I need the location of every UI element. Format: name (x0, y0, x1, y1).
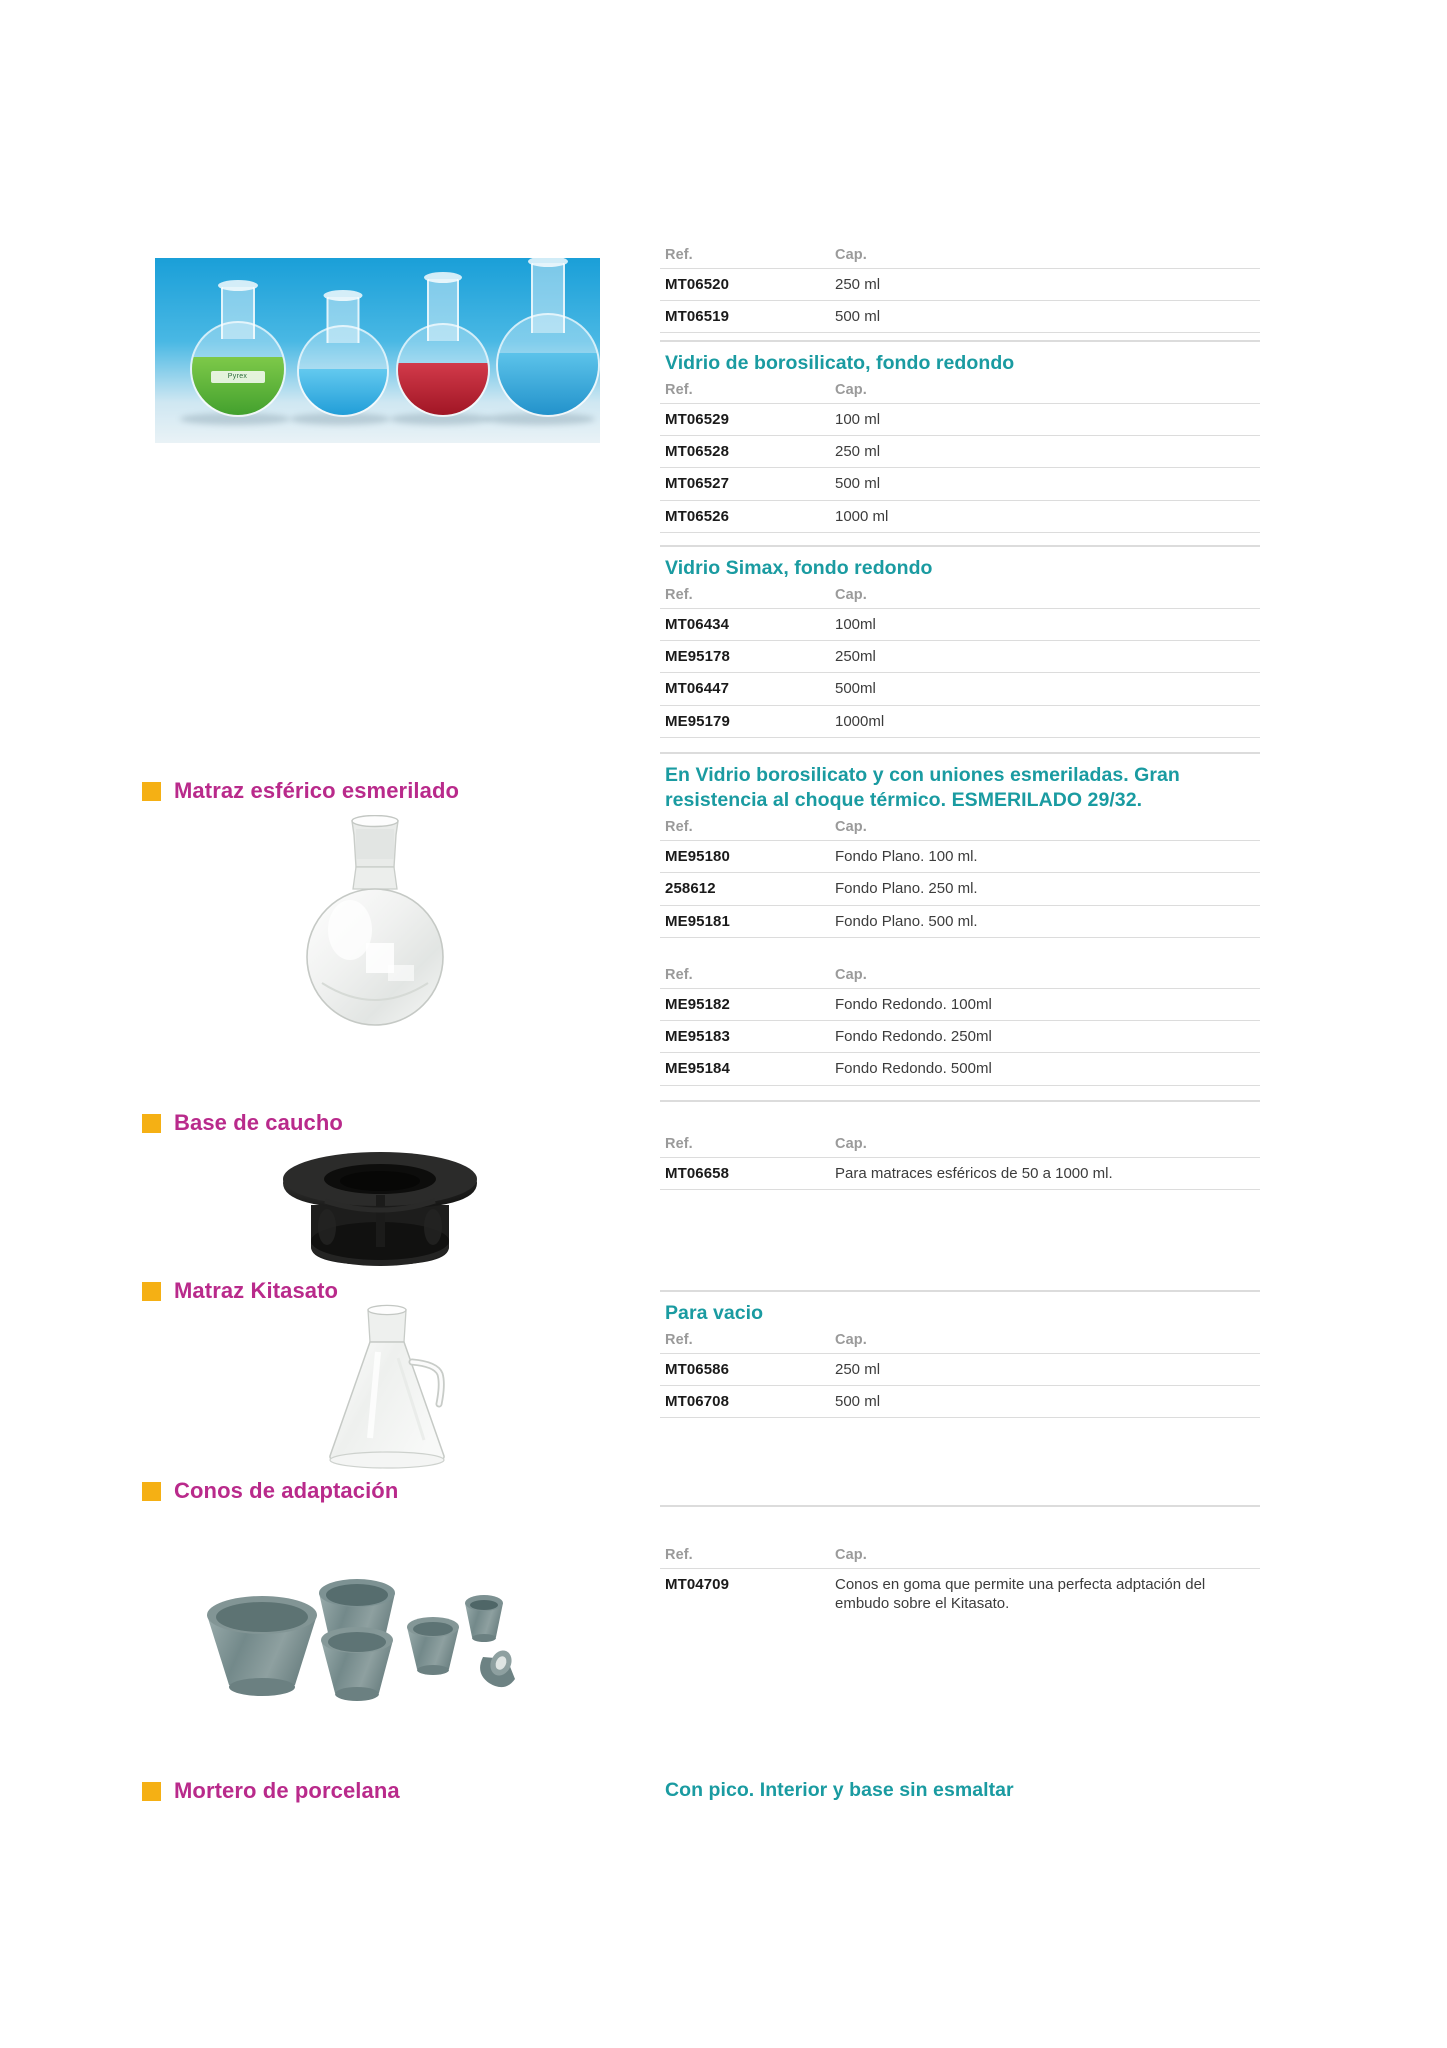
product-label: Base de caucho (174, 1110, 343, 1135)
cell-ref: MT06529 (660, 403, 830, 435)
col-header-ref: Ref. (665, 1135, 693, 1152)
table-row (660, 1053, 1260, 1085)
table-row (660, 468, 1260, 500)
cell-ref: MT06586 (660, 1353, 830, 1385)
table-row (660, 873, 1260, 905)
table-row (660, 1157, 1260, 1189)
cell-ref: MT06658 (660, 1157, 830, 1189)
col-header-cap: Cap. (835, 1331, 867, 1348)
table-row (660, 641, 1260, 673)
spec-table (660, 1330, 1260, 1418)
mortero-description-block (660, 1778, 1280, 1803)
product-heading-conos-de-adaptacion (142, 1478, 398, 1504)
table-row (660, 673, 1260, 705)
cell-cap: 250 ml (830, 436, 1260, 468)
base-de-caucho-photo (265, 1135, 495, 1290)
cell-ref: ME95184 (660, 1053, 830, 1085)
section-divider (660, 1290, 1260, 1292)
cell-cap: 500 ml (830, 301, 1260, 333)
table-row (660, 705, 1260, 737)
table-row (660, 1386, 1260, 1418)
bullet-square-icon (142, 1482, 161, 1501)
cell-ref: ME95180 (660, 841, 830, 873)
section-heading-esmerilado: En Vidrio borosilicato y con uniones esmeriladas. Gran resistencia al choque térmico. ESMERILADO 29/32. (665, 763, 1180, 811)
spec-table (660, 965, 1260, 1086)
table-header-row (660, 585, 1260, 609)
round-flask-illustration (270, 815, 480, 1040)
table-header-row (660, 245, 1260, 269)
table-row (660, 269, 1260, 301)
table-row (660, 608, 1260, 640)
table-row (660, 301, 1260, 333)
section-heading-para-vacio: Para vacio (665, 1301, 764, 1324)
table-row (660, 1353, 1260, 1385)
conos-de-adaptacion-photo (195, 1565, 515, 1705)
bullet-square-icon (142, 1782, 161, 1801)
bullet-square-icon (142, 1282, 161, 1301)
product-label: Mortero de porcelana (174, 1778, 400, 1803)
table-block-simax (660, 545, 1280, 738)
product-label: Conos de adaptación (174, 1478, 399, 1503)
section-heading-simax: Vidrio Simax, fondo redondo (665, 556, 933, 579)
spec-table (660, 817, 1260, 938)
col-header-ref: Ref. (665, 819, 693, 836)
col-header-cap: Cap. (835, 1546, 867, 1563)
cell-ref: ME95182 (660, 989, 830, 1021)
table-row (660, 403, 1260, 435)
cell-ref: MT04709 (660, 1568, 830, 1619)
table-header-row (660, 817, 1260, 841)
bullet-square-icon (142, 1114, 161, 1133)
spec-table (660, 245, 1260, 333)
cell-cap: 250 ml (830, 1353, 1260, 1385)
cell-ref: ME95178 (660, 641, 830, 673)
flask-label: Pyrex (211, 371, 265, 383)
cell-cap: 1000ml (830, 705, 1260, 737)
cell-cap: Fondo Redondo. 500ml (830, 1053, 1260, 1085)
section-heading-borosilicato: Vidrio de borosilicato, fondo redondo (665, 351, 1015, 374)
cell-cap: 500ml (830, 673, 1260, 705)
mortero-description: Con pico. Interior y base sin esmaltar (665, 1779, 1014, 1801)
cell-cap: 250ml (830, 641, 1260, 673)
cell-cap: Para matraces esféricos de 50 a 1000 ml. (830, 1157, 1260, 1189)
flasks-photo (155, 258, 600, 443)
cell-cap: 500 ml (830, 468, 1260, 500)
cell-ref: MT06528 (660, 436, 830, 468)
spec-table (660, 380, 1260, 533)
cell-ref: MT06520 (660, 269, 830, 301)
table-block-borosilicato (660, 340, 1280, 533)
product-heading-base-de-caucho (142, 1110, 343, 1136)
table-block-top (660, 245, 1280, 333)
matraz-kitasato-photo (320, 1300, 480, 1490)
cell-cap: Conos en goma que permite una perfecta adptación del embudo sobre el Kitasato. (830, 1568, 1260, 1619)
table-row (660, 500, 1260, 532)
cell-cap: Fondo Plano. 500 ml. (830, 905, 1260, 937)
section-divider (660, 1100, 1260, 1102)
cell-ref: 258612 (660, 873, 830, 905)
table-header-row (660, 1545, 1260, 1569)
kitasato-flask-illustration (320, 1300, 480, 1490)
product-label: Matraz esférico esmerilado (174, 778, 460, 803)
col-header-cap: Cap. (835, 381, 867, 398)
product-heading-mortero-de-porcelana (142, 1778, 400, 1804)
table-block-para-vacio (660, 1290, 1280, 1418)
table-block-esmerilado-redondo (660, 965, 1280, 1086)
col-header-cap: Cap. (835, 1135, 867, 1152)
table-header-row (660, 1134, 1260, 1158)
cell-cap: 500 ml (830, 1386, 1260, 1418)
spec-table (660, 1545, 1260, 1619)
col-header-ref: Ref. (665, 586, 693, 603)
table-block-esmerilado-plano (660, 752, 1280, 938)
product-heading-matraz-kitasato (142, 1278, 338, 1304)
table-header-row (660, 1330, 1260, 1354)
cell-cap: 250 ml (830, 269, 1260, 301)
cell-cap: 100ml (830, 608, 1260, 640)
table-row (660, 989, 1260, 1021)
cell-ref: ME95179 (660, 705, 830, 737)
table-row (660, 1021, 1260, 1053)
cell-cap: 1000 ml (830, 500, 1260, 532)
spec-table (660, 1134, 1260, 1190)
col-header-ref: Ref. (665, 967, 693, 983)
rubber-cones-illustration (195, 1565, 515, 1705)
col-header-cap: Cap. (835, 967, 867, 983)
cell-ref: ME95183 (660, 1021, 830, 1053)
product-heading-matraz-esferico-esmerilado (142, 778, 459, 804)
col-header-ref: Ref. (665, 1546, 693, 1563)
table-row (660, 436, 1260, 468)
section-divider (660, 340, 1260, 342)
cell-ref: MT06447 (660, 673, 830, 705)
section-divider (660, 545, 1260, 547)
table-block-conos (660, 1505, 1280, 1619)
cell-ref: MT06708 (660, 1386, 830, 1418)
cell-ref: MT06526 (660, 500, 830, 532)
cell-cap: Fondo Plano. 250 ml. (830, 873, 1260, 905)
col-header-ref: Ref. (665, 1331, 693, 1348)
section-divider (660, 752, 1260, 754)
col-header-cap: Cap. (835, 247, 867, 263)
table-row (660, 1568, 1260, 1619)
cell-ref: MT06434 (660, 608, 830, 640)
table-row (660, 905, 1260, 937)
bullet-square-icon (142, 782, 161, 801)
cell-cap: Fondo Plano. 100 ml. (830, 841, 1260, 873)
product-label: Matraz Kitasato (174, 1278, 339, 1303)
section-divider (660, 1505, 1260, 1507)
cell-ref: MT06527 (660, 468, 830, 500)
cell-ref: MT06519 (660, 301, 830, 333)
table-row (660, 841, 1260, 873)
cell-cap: Fondo Redondo. 100ml (830, 989, 1260, 1021)
col-header-ref: Ref. (665, 381, 693, 398)
matraz-esferico-esmerilado-photo (270, 815, 480, 1040)
col-header-cap: Cap. (835, 586, 867, 603)
table-header-row (660, 965, 1260, 989)
table-header-row (660, 380, 1260, 404)
col-header-cap: Cap. (835, 819, 867, 836)
spec-table (660, 585, 1260, 738)
cell-ref: ME95181 (660, 905, 830, 937)
cell-cap: Fondo Redondo. 250ml (830, 1021, 1260, 1053)
rubber-base-illustration (265, 1135, 495, 1290)
col-header-ref: Ref. (665, 247, 693, 263)
cell-cap: 100 ml (830, 403, 1260, 435)
table-block-base-caucho (660, 1100, 1280, 1190)
